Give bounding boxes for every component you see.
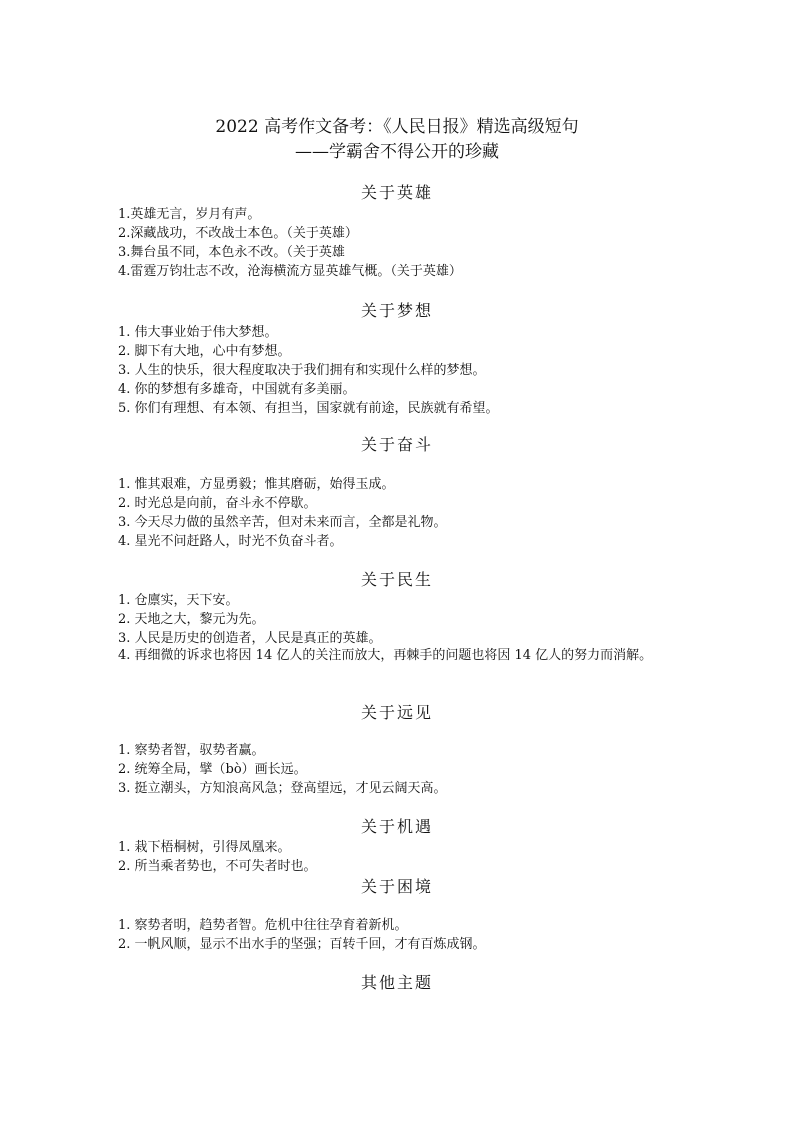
- doc-subtitle: ——学霸舍不得公开的珍藏: [295, 142, 499, 162]
- list-item: 3. 挺立潮头，方知浪高风急；登高望远，才见云阔天高。: [118, 781, 447, 796]
- list-item: 4.雷霆万钧壮志不改，沧海横流方显英雄气概。（关于英雄）: [118, 264, 462, 279]
- list-item: 2.深藏战功，不改战士本色。（关于英雄）: [118, 226, 358, 241]
- list-item: 2. 所当乘者势也，不可失者时也。: [118, 859, 317, 874]
- section-heading-dreams: 关于梦想: [360, 301, 433, 320]
- section-heading-adversity: 关于困境: [360, 877, 433, 896]
- list-item: 3.舞台虽不同，本色永不改。（关于英雄: [118, 245, 345, 260]
- list-item: 1. 仓廪实，天下安。: [118, 593, 239, 608]
- section-heading-heroes: 关于英雄: [360, 183, 433, 202]
- section-heading-vision: 关于远见: [360, 703, 433, 722]
- list-item: 1. 惟其艰难，方显勇毅；惟其磨砺，始得玉成。: [118, 477, 395, 492]
- list-item: 3. 人生的快乐，很大程度取决于我们拥有和实现什么样的梦想。: [118, 363, 486, 378]
- doc-title: 2022 高考作文备考：《人民日报》精选高级短句: [215, 117, 579, 137]
- list-item: 4. 星光不问赶路人，时光不负奋斗者。: [118, 534, 343, 549]
- section-heading-other-topics: 其他主题: [360, 973, 433, 992]
- list-item: 1.英雄无言，岁月有声。: [118, 207, 261, 222]
- list-item: 3. 今天尽力做的虽然辛苦，但对未来而言，全都是礼物。: [118, 515, 447, 530]
- list-item: 2. 时光总是向前，奋斗永不停歇。: [118, 496, 317, 511]
- section-heading-livelihood: 关于民生: [360, 570, 433, 589]
- list-item: 2. 天地之大，黎元为先。: [118, 612, 265, 627]
- list-item: 4. 你的梦想有多雄奇，中国就有多美丽。: [118, 382, 356, 397]
- list-item: 2. 一帆风顺，显示不出水手的坚强；百转千回，才有百炼成钢。: [118, 937, 486, 952]
- list-item: 1. 察势者明，趋势者智。危机中往往孕育着新机。: [118, 918, 408, 933]
- list-item: 2. 统筹全局，擘（bò）画长远。: [118, 762, 307, 777]
- list-item: 2. 脚下有大地，心中有梦想。: [118, 344, 291, 359]
- list-item: 1. 伟大事业始于伟大梦想。: [118, 325, 278, 340]
- list-item: 4. 再细微的诉求也将因 14 亿人的关注而放大，再棘手的问题也将因 14 亿人的努力而消解。: [118, 648, 653, 663]
- section-heading-struggle: 关于奋斗: [360, 435, 433, 454]
- list-item: 1. 察势者智，驭势者赢。: [118, 743, 265, 758]
- list-item: 3. 人民是历史的创造者，人民是真正的英雄。: [118, 631, 382, 646]
- section-heading-opportunity: 关于机遇: [360, 817, 433, 836]
- list-item: 1. 栽下梧桐树，引得凤凰来。: [118, 840, 291, 855]
- list-item: 5. 你们有理想、有本领、有担当，国家就有前途，民族就有希望。: [118, 401, 499, 416]
